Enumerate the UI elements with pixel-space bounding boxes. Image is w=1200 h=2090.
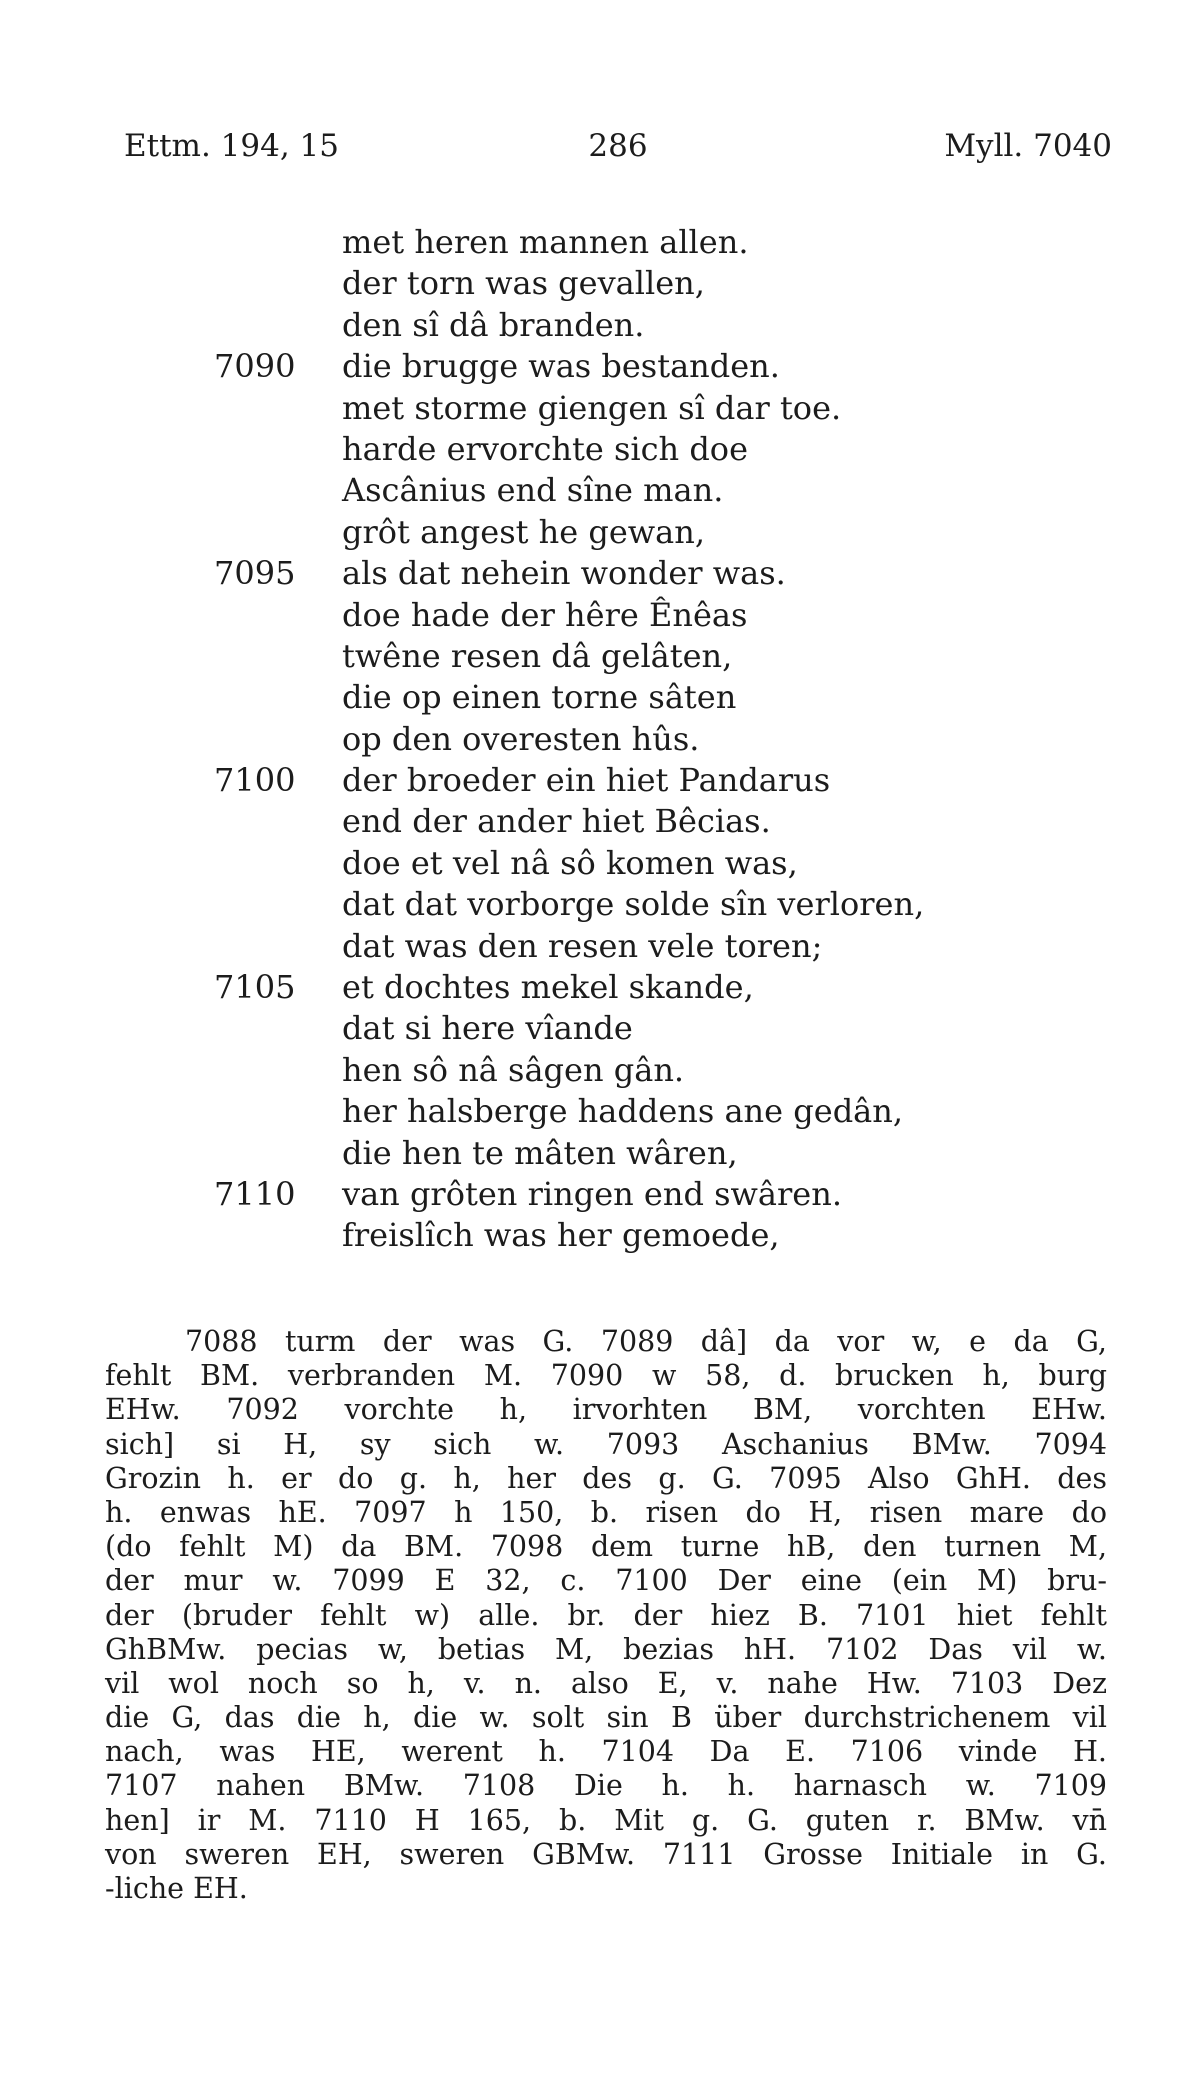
verse-line (0, 636, 1200, 677)
verse-text: harde ervorchte sich doe (342, 429, 748, 468)
verse-line (0, 305, 1200, 346)
apparatus-line: die G, das die h, die w. solt sin B über durchstrichenem vil (105, 1701, 1107, 1735)
verse-line (0, 222, 1200, 263)
verse-text: end der ander hiet Bêcias. (342, 802, 771, 841)
page-number: 286 (588, 128, 648, 164)
verse-line (0, 719, 1200, 760)
verse-line (0, 388, 1200, 429)
verse-line (0, 967, 1200, 1008)
apparatus-line: vil wol noch so h, v. n. also E, v. nahe Hw. 7103 Dez (105, 1666, 1107, 1700)
verse-text: doe et vel nâ sô komen was, (342, 843, 798, 882)
verse-text: dat was den resen vele toren; (342, 926, 823, 965)
apparatus-line: der mur w. 7099 E 32, c. 7100 Der eine (ein M) bru- (105, 1564, 1107, 1598)
apparatus-line: 7088 turm der was G. 7089 dâ] da vor w, e da G, (185, 1325, 1107, 1358)
apparatus-line: hen] ir M. 7110 H 165, b. Mit g. G. guten r. BMw. vn̄ (105, 1803, 1107, 1837)
verse-text: op den overesten hûs. (342, 719, 700, 758)
verse-text: met storme giengen sî dar toe. (342, 388, 842, 427)
verse-text: als dat nehein wonder was. (342, 554, 786, 593)
running-header (124, 128, 1112, 178)
verse-text: die op einen torne sâten (342, 678, 737, 717)
verse-line (0, 760, 1200, 801)
verse-text: grôt angest he gewan, (342, 512, 706, 551)
verse-number: 7105 (214, 968, 296, 1007)
verse-number: 7090 (214, 347, 296, 386)
verse-number: 7095 (214, 554, 296, 593)
verse-text: Ascânius end sîne man. (342, 471, 724, 510)
verse-text: hen sô nâ sâgen gân. (342, 1050, 685, 1089)
verse-line (0, 263, 1200, 304)
verse-line (0, 1133, 1200, 1174)
verse-line (0, 843, 1200, 884)
apparatus-line: nach, was HE, werent h. 7104 Da E. 7106 vinde H. (105, 1735, 1107, 1769)
verse-line (0, 429, 1200, 470)
verse-text: die hen te mâten wâren, (342, 1133, 738, 1172)
apparatus-line: fehlt BM. verbranden M. 7090 w 58, d. brucken h, burg (105, 1359, 1107, 1393)
apparatus-line: sich] si H, sy sich w. 7093 Aschanius BMw. 7094 (105, 1427, 1107, 1461)
apparatus-line: h. enwas hE. 7097 h 150, b. risen do H, risen mare do (105, 1495, 1107, 1529)
apparatus-line: Grozin h. er do g. h, her des g. G. 7095 Also GhH. des (105, 1461, 1107, 1495)
verse-text: dat dat vorborge solde sîn verloren, (342, 885, 925, 924)
verse-text: her halsberge haddens ane gedân, (342, 1092, 904, 1131)
apparatus-line: EHw. 7092 vorchte h, irvorhten BM, vorchten EHw. (105, 1393, 1107, 1427)
verse-block (0, 222, 1200, 1257)
apparatus-line: der (bruder fehlt w) alle. br. der hiez B. 7101 hiet fehlt (105, 1598, 1107, 1632)
verse-line (0, 677, 1200, 718)
verse-line (0, 470, 1200, 511)
verse-text: met heren mannen allen. (342, 223, 749, 261)
verse-number: 7100 (214, 761, 296, 800)
header-edition-reference: Myll. 7040 (944, 128, 1112, 164)
header-source-reference: Ettm. 194, 15 (124, 128, 339, 164)
apparatus-line: 7107 nahen BMw. 7108 Die h. h. harnasch w. 7109 (105, 1769, 1107, 1803)
verse-text: freislîch was her gemoede, (342, 1216, 780, 1255)
verse-line (0, 926, 1200, 967)
verse-line (0, 512, 1200, 553)
verse-text: van grôten ringen end swâren. (342, 1174, 843, 1213)
verse-line (0, 1050, 1200, 1091)
verse-text: die brugge was bestanden. (342, 347, 780, 386)
critical-apparatus (105, 1325, 1107, 1906)
verse-text: der torn was gevallen, (342, 264, 705, 303)
verse-line (0, 801, 1200, 842)
verse-text: der broeder ein hiet Pandarus (342, 761, 831, 800)
verse-text: den sî dâ branden. (342, 305, 645, 344)
verse-text: dat si here vîande (342, 1009, 633, 1048)
verse-line (0, 595, 1200, 636)
verse-line (0, 346, 1200, 387)
verse-line (0, 1008, 1200, 1049)
apparatus-line: von sweren EH, sweren GBMw. 7111 Grosse Initiale in G. (105, 1837, 1107, 1871)
verse-line (0, 553, 1200, 594)
verse-line (0, 1091, 1200, 1132)
apparatus-line: -liche EH. (105, 1872, 248, 1905)
verse-line (0, 1215, 1200, 1256)
apparatus-line: (do fehlt M) da BM. 7098 dem turne hB, den turnen M, (105, 1530, 1107, 1564)
verse-line (0, 1174, 1200, 1215)
verse-text: twêne resen dâ gelâten, (342, 636, 733, 675)
verse-text: et dochtes mekel skande, (342, 968, 754, 1007)
verse-number: 7110 (214, 1174, 296, 1213)
verse-text: doe hade der hêre Ênêas (342, 595, 748, 634)
apparatus-line: GhBMw. pecias w, betias M, bezias hH. 7102 Das vil w. (105, 1632, 1107, 1666)
verse-line (0, 884, 1200, 925)
